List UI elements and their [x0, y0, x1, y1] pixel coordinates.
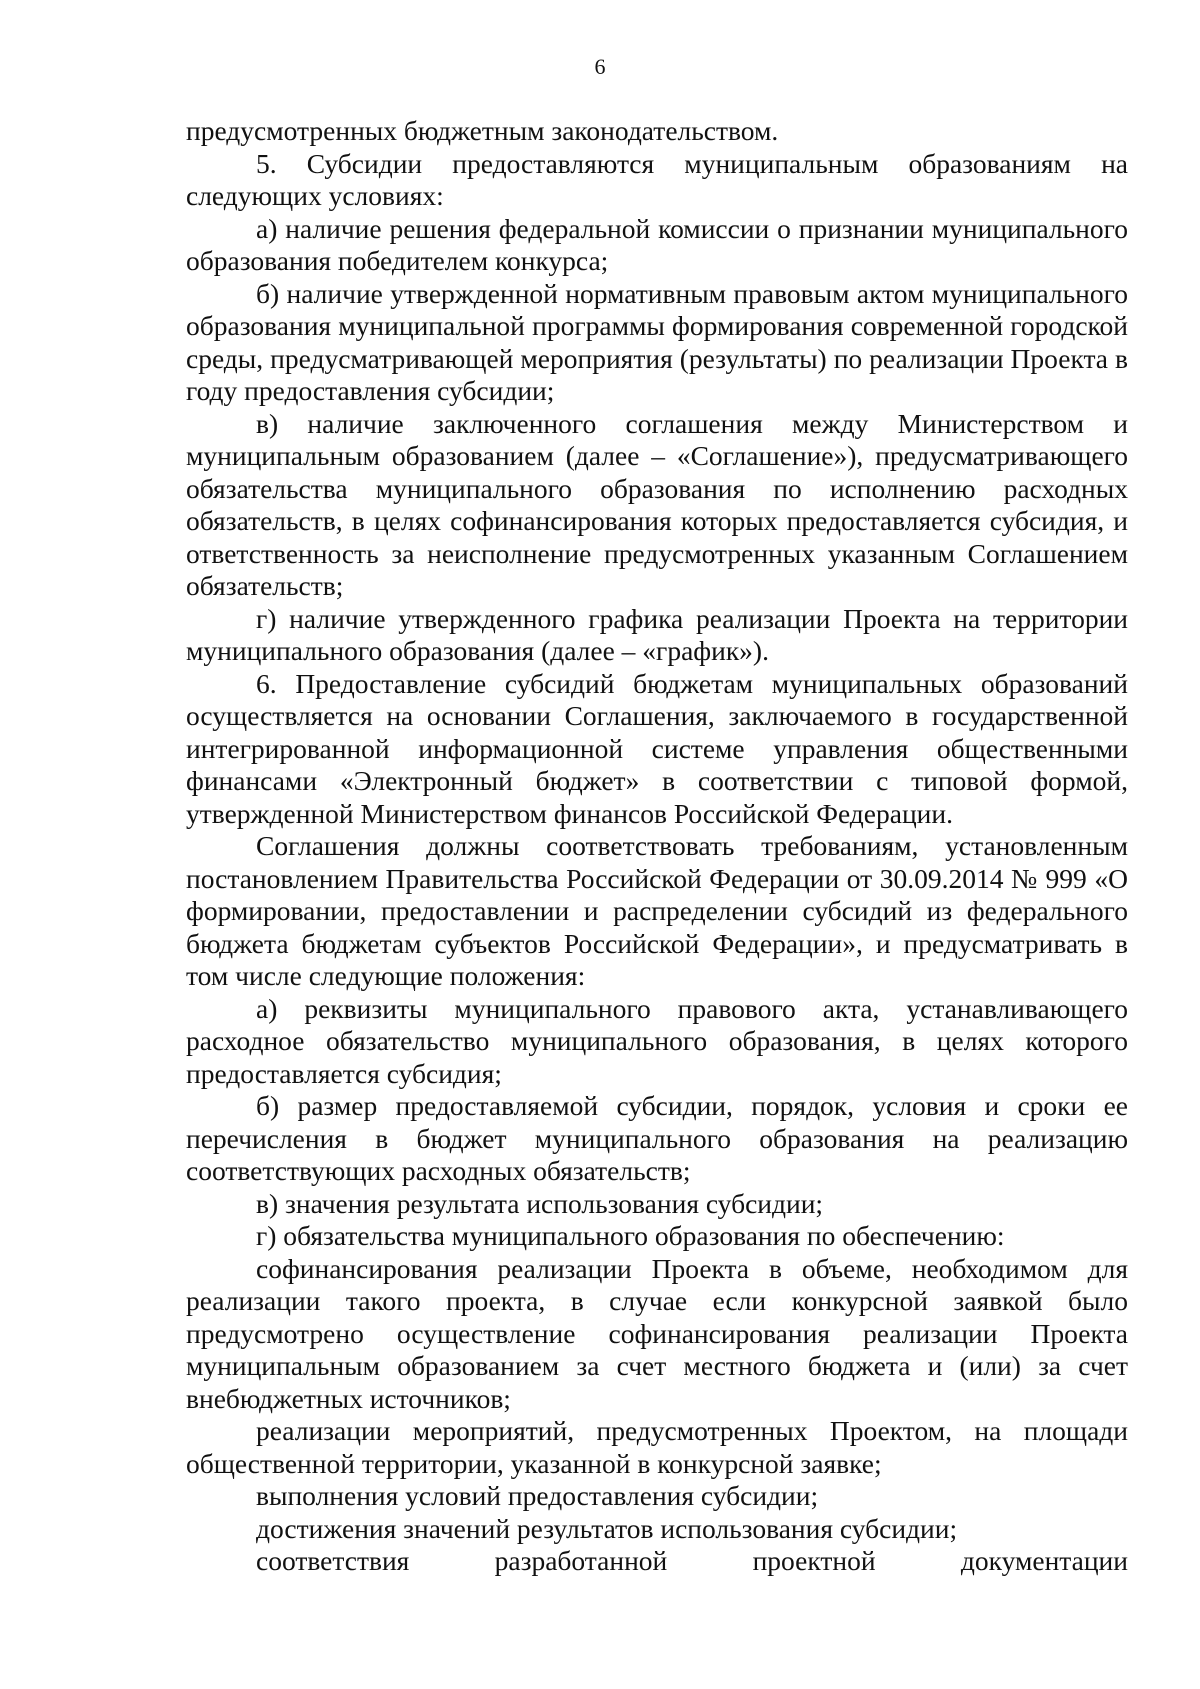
paragraph: предусмотренных бюджетным законодательством. — [186, 115, 779, 146]
document-body — [186, 115, 1128, 1578]
paragraph: в) наличие заключенного соглашения между Министерством и муниципальным образованием (далее – «Соглашение»), предусматривающего обязательства муниципального образования по исполнению расходных обязательств, в целях софинансирования которых предоставляется субсидия, и ответственность за неисполнение предусмотренных указанным Соглашением обязательств; — [186, 407, 1128, 601]
paragraph: б) размер предоставляемой субсидии, порядок, условия и сроки ее перечисления в бюджет муниципального образования на реализацию соответствующих расходных обязательств; — [186, 1090, 1128, 1186]
paragraph: 5. Субсидии предоставляются муниципальным образованиям на следующих условиях: — [186, 147, 1128, 211]
paragraph: 6. Предоставление субсидий бюджетам муниципальных образований осуществляется на основании Соглашения, заключаемого в государственной интегрированной информационной системе управления общественными финансами «Электронный бюджет» в соответствии с типовой формой, утвержденной Министерством финансов Российской Федерации. — [186, 667, 1128, 829]
paragraph: г) обязательства муниципального образования по обеспечению: — [256, 1220, 1005, 1251]
paragraph: а) наличие решения федеральной комиссии о признании муниципального образования победителем конкурса; — [186, 212, 1128, 276]
page-number: 6 — [594, 54, 606, 79]
paragraph: б) наличие утвержденной нормативным правовым актом муниципального образования муниципальной программы формирования современной городской среды, предусматривающей мероприятия (результаты) по реализации Проекта в году предоставления субсидии; — [186, 277, 1128, 406]
paragraph: а) реквизиты муниципального правового акта, устанавливающего расходное обязательство муниципального образования, в целях которого предоставляется субсидия; — [186, 992, 1128, 1089]
paragraph: достижения значений результатов использования субсидии; — [256, 1512, 958, 1544]
paragraph: Соглашения должны соответствовать требованиям, установленным постановлением Правительства Российской Федерации от 30.09.2014 № 999 «О формировании, предоставлении и распределении субсидий из федерального бюджета бюджетам субъектов Российской Федерации», и предусматривать в том числе следующие положения: — [186, 830, 1128, 991]
paragraph: реализации мероприятий, предусмотренных Проектом, на площади общественной территории, указанной в конкурсной заявке; — [186, 1415, 1128, 1479]
paragraph: выполнения условий предоставления субсидии; — [256, 1480, 819, 1511]
paragraph: г) наличие утвержденного графика реализации Проекта на территории муниципального образования (далее – «график»). — [186, 602, 1128, 666]
paragraph-continued: соответствия разработанной проектной документации — [256, 1545, 1128, 1576]
paragraph: софинансирования реализации Проекта в объеме, необходимом для реализации такого проекта, в случае если конкурсной заявкой было предусмотрено осуществление софинансирования реализации Проекта муниципальным образованием за счет местного бюджета и (или) за счет внебюджетных источников; — [186, 1252, 1128, 1414]
paragraph: в) значения результата использования субсидии; — [256, 1187, 824, 1219]
